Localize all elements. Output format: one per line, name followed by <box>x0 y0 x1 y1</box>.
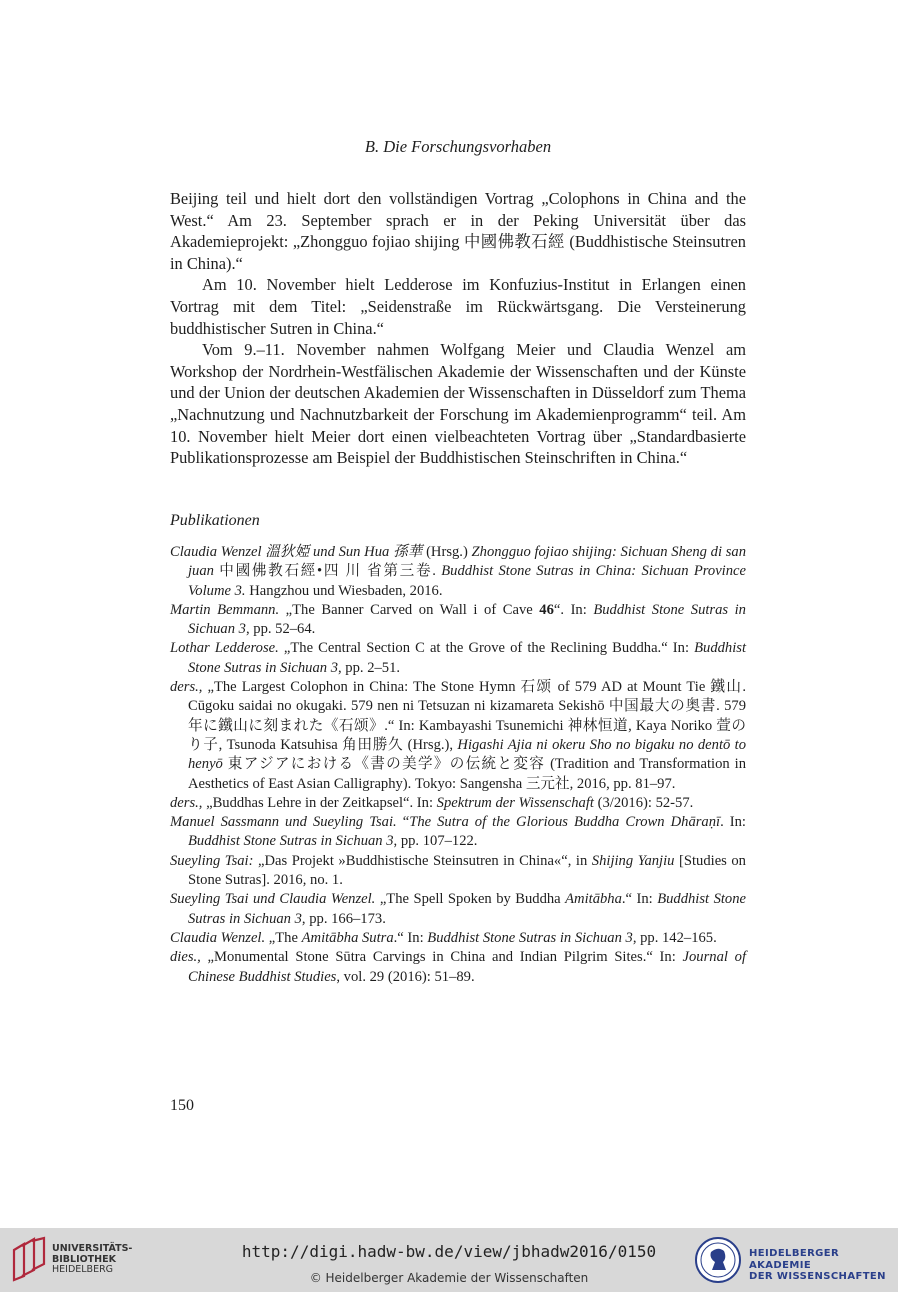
entry-author: Sueyling Tsai: <box>170 852 254 869</box>
publication-entry: ders., „The Largest Colophon in China: The Stone Hymn 石颂 of 579 AD at Mount Tie 鐵山. Cūgoku saidai no okugaki. 579 nen ni Tetsuzan ni kizamareta Sekishō 中国最大の奥書. 579 年に鐵山に刻まれた《石颂》.“ In: Kambayashi Tsunemichi 神林恒道, Kaya Noriko 萱のり子, Tsunoda Katsuhisa 角田勝久 (Hrsg.), Higashi Ajia ni okeru Sho no bigaku no dentō to henyō 東アジアにおける《書の美学》の伝統と変容 (Tradition and Transformation in Aesthetics of East Asian Calligraphy). Tokyo: Sangensha 三元社, 2016, pp. 81–97. <box>170 679 747 792</box>
paragraph-3: Vom 9.–11. November nahmen Wolfgang Meier und Claudia Wenzel am Workshop der Nordrhein-Westfälischen Akademie der Wissenschaften und der Künste und der Union der deutschen Akademien der Wissenschaften in Düsseldorf zum Thema „Nachnutzung und Nachnutzbarkeit der Forschung im Akademienprogramm“ teil. Am 10. November hielt Meier dort einen vielbeachteten Vortrag über „Standardbasierte Publikationsprozesse am Beispiel der Buddhistischen Steinschriften in China.“ <box>170 340 746 468</box>
entry-author: ders., <box>170 679 203 696</box>
publication-entry: Claudia Wenzel 溫狄婭 und Sun Hua 孫華 (Hrsg.) Zhongguo fojiao shijing: Sichuan Sheng di san juan 中國佛教石經•四 川 省第三卷. Buddhist Stone Sutras in China: Sichuan Province Volume 3. Hangzhou und Wiesbaden, 2016. <box>170 544 746 599</box>
running-head: B. Die Forschungsvorhaben <box>364 137 552 156</box>
paragraph-1: Beijing teil und hielt dort den vollständigen Vortrag „Colophons in China and the West.“ Am 23. September sprach er in der Peking Universität über das Akademieprojekt: „Zhongguo fojiao shijing 中國佛教石經 (Buddhistische Steinsutren in China).“ <box>170 189 746 273</box>
copyright-notice: © Heidelberger Akademie der Wissenschaften <box>309 1271 589 1285</box>
publication-entry: dies., „Monumental Stone Sūtra Carvings in China and Indian Pilgrim Sites.“ In: Journal of Chinese Buddhist Studies, vol. 29 (2016): 51–89. <box>170 949 747 985</box>
entry-author: dies., <box>170 949 201 966</box>
publication-entry: Lothar Ledderose. „The Central Section C at the Grove of the Reclining Buddha.“ In: Buddhist Stone Sutras in Sichuan 3, pp. 2–51. <box>170 640 747 676</box>
publications-heading: Publikationen <box>170 512 260 529</box>
publication-list <box>170 543 746 987</box>
page-number: 150 <box>170 1097 194 1114</box>
entry-author: ders., <box>170 794 203 811</box>
document-url-link[interactable]: http://digi.hadw-bw.de/view/jbhadw2016/0150 <box>241 1242 657 1261</box>
entry-author: Manuel Sassmann und Sueyling Tsai. <box>170 814 397 831</box>
viewer-footer <box>0 1228 898 1292</box>
publication-entry: Manuel Sassmann und Sueyling Tsai. “The Sutra of the Glorious Buddha Crown Dhāraṇī. In: Buddhist Stone Sutras in Sichuan 3, pp. 107–122. <box>170 814 746 850</box>
entry-author: Sueyling Tsai und Claudia Wenzel. <box>170 891 376 908</box>
academy-name: HEIDELBERGER AKADEMIE DER WISSENSCHAFTEN <box>749 1248 886 1282</box>
publication-entry: Martin Bemmann. „The Banner Carved on Wall i of Cave 46“. In: Buddhist Stone Sutras in Sichuan 3, pp. 52–64. <box>170 601 746 638</box>
publication-entry: Sueyling Tsai: „Das Projekt »Buddhistische Steinsutren in China«“, in Shijing Yanjiu [Studies on Stone Sutras]. 2016, no. 1. <box>170 852 746 889</box>
entry-author: Lothar Ledderose. <box>170 640 279 657</box>
entry-author: Claudia Wenzel. <box>170 929 266 946</box>
paragraph-2: Am 10. November hielt Ledderose im Konfuzius-Institut in Erlangen einen Vortrag mit dem Titel: „Seidenstraße im Rückwärtsgang. Die Versteinerung buddhistischer Sutren in China.“ <box>170 275 746 338</box>
publication-entry: Claudia Wenzel. „The Amitābha Sutra.“ In: Buddhist Stone Sutras in Sichuan 3, pp. 142–165. <box>170 929 717 946</box>
entry-author: Claudia Wenzel 溫狄婭 und Sun Hua 孫華 <box>170 544 423 560</box>
university-library-name: UNIVERSITÄTS- BIBLIOTHEK HEIDELBERG <box>52 1243 133 1275</box>
publication-entry: ders., „Buddhas Lehre in der Zeitkapsel“. In: Spektrum der Wissenschaft (3/2016): 52-57. <box>170 794 694 811</box>
body-text <box>170 188 746 469</box>
academy-seal-icon[interactable] <box>694 1236 742 1284</box>
publication-entry: Sueyling Tsai und Claudia Wenzel. „The Spell Spoken by Buddha Amitābha.“ In: Buddhist Stone Sutras in Sichuan 3, pp. 166–173. <box>170 891 746 927</box>
entry-author: Martin Bemmann. <box>170 601 280 618</box>
